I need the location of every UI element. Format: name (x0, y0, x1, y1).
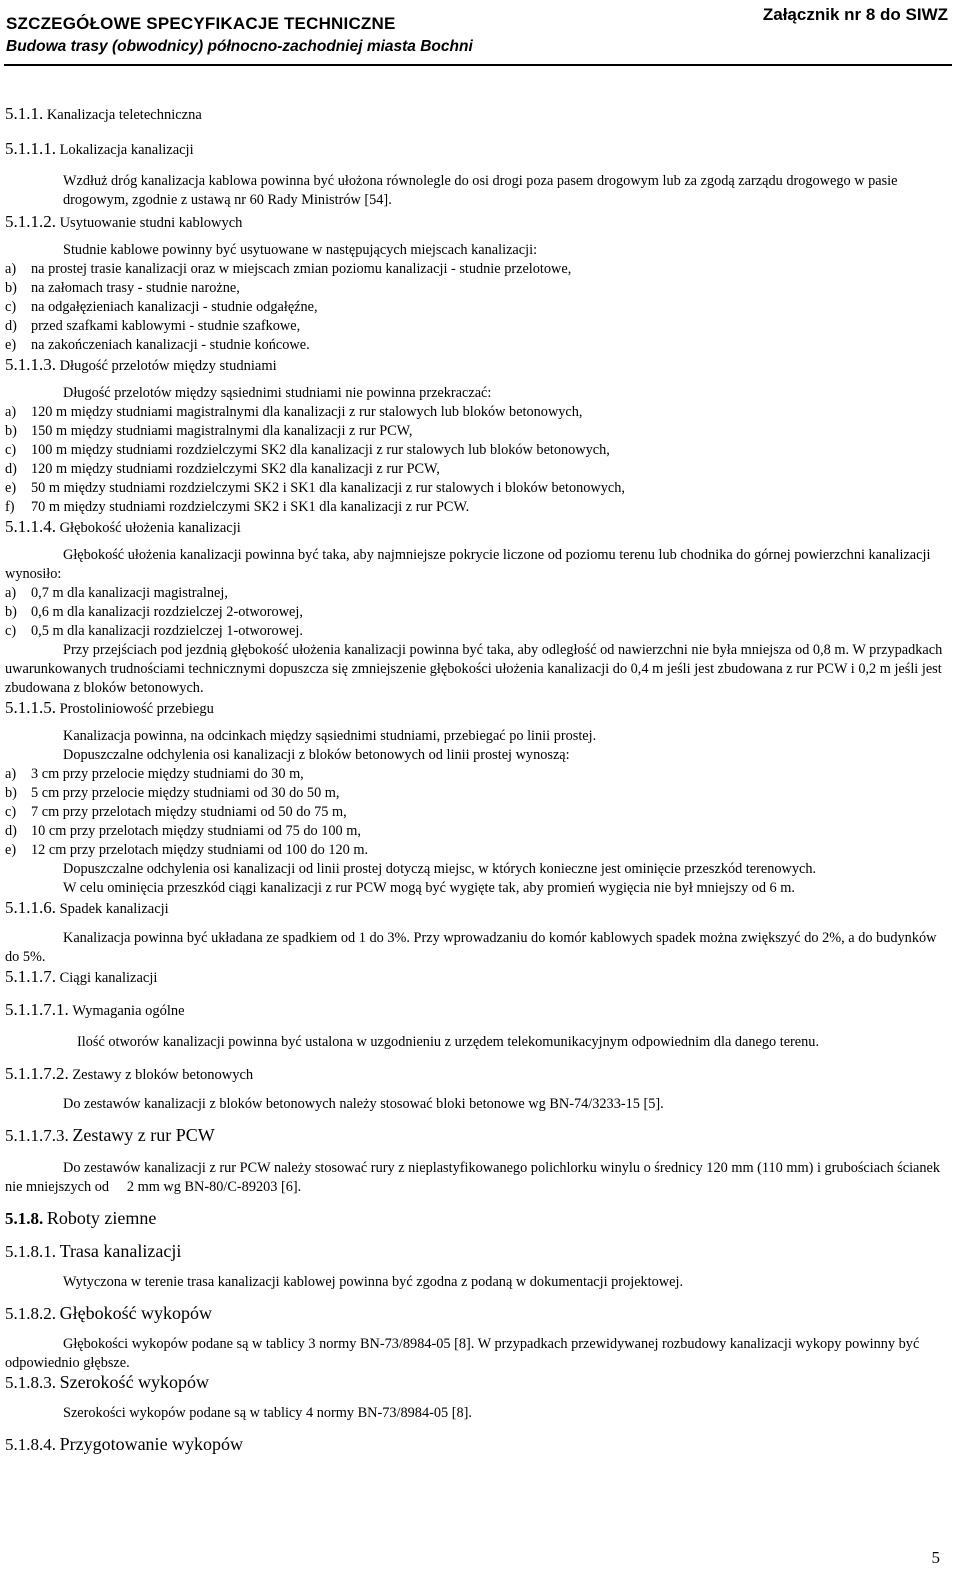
list-marker: a) (5, 585, 17, 601)
list-item (5, 260, 947, 279)
section-heading: 5.1.1.5. Prostoliniowość przebiegu (5, 698, 214, 717)
list-item (5, 336, 947, 355)
list-item (5, 498, 947, 517)
paragraph: Szerokości wykopów podane są w tablicy 4 normy BN-73/8984-05 [8]. (63, 1405, 472, 1421)
list-item-text: przed szafkami kablowymi - studnie szafkowe, (31, 318, 301, 334)
list-marker: b) (5, 785, 17, 801)
list (5, 260, 947, 355)
header-divider (4, 64, 952, 66)
paragraph: W celu ominięcia przeszkód ciągi kanalizacji z rur PCW mogą być wygięte tak, aby promień wygięcia nie był mniejszy od 6 m. (63, 880, 795, 896)
list-item-text: 3 cm przy przelocie między studniami do 30 m, (31, 766, 304, 782)
attachment-label: Załącznik nr 8 do SIWZ (762, 5, 948, 24)
list-item-text: 120 m między studniami rozdzielczymi SK2 dla kanalizacji z rur PCW, (31, 461, 440, 477)
list-item-text: na załomach trasy - studnie narożne, (31, 280, 240, 296)
list-item (5, 584, 947, 603)
paragraph: Przy przejściach pod jezdnią głębokość ułożenia kanalizacji powinna być taka, aby odległość od nawierzchni nie była mniejsza od 0,8 m. W przypadkach uwarunkowanych trudnościami technicznymi dopuszcza się zmniejszenie głębokości ułożenia kanalizacji do 0,4 m jeśli jest zbudowana z rur PCW i 0,2 m jeśli jest zbudowana z bloków betonowych. (5, 642, 943, 696)
page-number: 5 (931, 1548, 940, 1567)
section-heading: 5.1.1.7.2. Zestawy z bloków betonowych (5, 1064, 254, 1083)
list-marker: c) (5, 623, 17, 639)
list-item (5, 622, 947, 641)
paragraph: Długość przelotów między sąsiednimi studniami nie powinna przekraczać: (63, 385, 492, 401)
list-item (5, 841, 947, 860)
list-marker: d) (5, 318, 17, 334)
paragraph: Głębokości wykopów podane są w tablicy 3 normy BN-73/8984-05 [8]. W przypadkach przewidywanej rozbudowy kanalizacji wykopy powinny być odpowiednio głębsze. (5, 1336, 920, 1371)
section-heading: 5.1.8.2. Głębokość wykopów (5, 1303, 213, 1323)
list-item-text: 5 cm przy przelocie między studniami od 30 do 50 m, (31, 785, 340, 801)
list-item-text: 120 m między studniami magistralnymi dla kanalizacji z rur stalowych lub bloków betonowych, (31, 404, 583, 420)
list-item (5, 765, 947, 784)
list-item (5, 784, 947, 803)
document-body (5, 104, 947, 1456)
document-subtitle: Budowa trasy (obwodnicy) północno-zachodniej miasta Bochni (6, 38, 473, 55)
list-marker: c) (5, 442, 17, 458)
section-heading: 5.1.1.7.1. Wymagania ogólne (5, 1000, 185, 1019)
list (5, 584, 947, 641)
paragraph: Do zestawów kanalizacji z bloków betonowych należy stosować bloki betonowe wg BN-74/3233-15 [5]. (63, 1096, 664, 1112)
section-heading: 5.1.1.7. Ciągi kanalizacji (5, 967, 158, 986)
list-marker: a) (5, 404, 17, 420)
list (5, 765, 947, 860)
list-marker: d) (5, 823, 17, 839)
list-item-text: na prostej trasie kanalizacji oraz w miejscach zmian poziomu kanalizacji - studnie przelotowe, (31, 261, 572, 277)
section-heading: 5.1.1.6. Spadek kanalizacji (5, 898, 169, 917)
list-item-text: 7 cm przy przelotach między studniami od 50 do 75 m, (31, 804, 347, 820)
list-marker: b) (5, 280, 17, 296)
list (5, 403, 947, 517)
list-marker: b) (5, 604, 17, 620)
list-item-text: 0,6 m dla kanalizacji rozdzielczej 2-otworowej, (31, 604, 303, 620)
paragraph: Kanalizacja powinna być układana ze spadkiem od 1 do 3%. Przy wprowadzaniu do komór kablowych spadek można zwiększyć do 2%, a do budynków do 5%. (5, 930, 937, 965)
list-item-text: 10 cm przy przelotach między studniami od 75 do 100 m, (31, 823, 361, 839)
list-item (5, 422, 947, 441)
section-heading: 5.1.8. Roboty ziemne (5, 1208, 157, 1228)
list-item (5, 479, 947, 498)
paragraph: Wytyczona w terenie trasa kanalizacji kablowej powinna być zgodna z podaną w dokumentacji projektowej. (63, 1274, 684, 1290)
list-marker: c) (5, 299, 17, 315)
paragraph: Ilość otworów kanalizacji powinna być ustalona w uzgodnieniu z urzędem telekomunikacyjnym odpowiednim dla danego terenu. (77, 1034, 820, 1050)
list-marker: f) (5, 499, 15, 515)
list-marker: a) (5, 261, 17, 277)
paragraph: Dopuszczalne odchylenia osi kanalizacji od linii prostej dotyczą miejsc, w których konieczne jest ominięcie przeszkód terenowych. (63, 861, 817, 877)
list-item (5, 298, 947, 317)
list-item (5, 460, 947, 479)
list-item (5, 441, 947, 460)
paragraph: Do zestawów kanalizacji z rur PCW należy stosować rury z nieplastyfikowanego polichlorku winylu o średnicy 120 mm (110 mm) i grubościach ścianek nie mniejszych od 2 mm wg BN-80/C-89203 [6]. (5, 1160, 944, 1195)
list-item-text: 100 m między studniami rozdzielczymi SK2 dla kanalizacji z rur stalowych lub bloków betonowych, (31, 442, 610, 458)
list-marker: c) (5, 804, 17, 820)
list-item (5, 317, 947, 336)
section-heading: 5.1.1.7.3. Zestawy z rur PCW (5, 1125, 215, 1145)
list-marker: b) (5, 423, 17, 439)
paragraph: Głębokość ułożenia kanalizacji powinna być taka, aby najmniejsze pokrycie liczone od poziomu terenu lub chodnika do górnej powierzchni kanalizacji wynosiło: (5, 547, 931, 582)
paragraph: Studnie kablowe powinny być usytuowane w następujących miejscach kanalizacji: (63, 242, 538, 258)
list-marker: a) (5, 766, 17, 782)
document-title: SZCZEGÓŁOWE SPECYFIKACJE TECHNICZNE (6, 14, 396, 33)
list-marker: d) (5, 461, 17, 477)
list-item-text: na odgałęzieniach kanalizacji - studnie odgałęźne, (31, 299, 318, 315)
page-header (0, 0, 960, 76)
list-item (5, 603, 947, 622)
list-item-text: 0,7 m dla kanalizacji magistralnej, (31, 585, 228, 601)
list-item-text: 50 m między studniami rozdzielczymi SK2 i SK1 dla kanalizacji z rur stalowych i bloków betonowych, (31, 480, 625, 496)
list-item-text: 150 m między studniami magistralnymi dla kanalizacji z rur PCW, (31, 423, 413, 439)
list-item-text: 12 cm przy przelotach między studniami od 100 do 120 m. (31, 842, 369, 858)
list-item-text: na zakończeniach kanalizacji - studnie końcowe. (31, 337, 310, 353)
section-heading: 5.1.1.4. Głębokość ułożenia kanalizacji (5, 517, 241, 536)
section-heading: 5.1.8.1. Trasa kanalizacji (5, 1241, 182, 1261)
section-heading: 5.1.1.1. Lokalizacja kanalizacji (5, 139, 194, 158)
list-marker: e) (5, 480, 17, 496)
paragraph: Dopuszczalne odchylenia osi kanalizacji z bloków betonowych od linii prostej wynoszą: (63, 747, 570, 763)
list-item-text: 70 m między studniami rozdzielczymi SK2 i SK1 dla kanalizacji z rur PCW. (31, 499, 470, 515)
list-item (5, 403, 947, 422)
paragraph: Wzdłuż dróg kanalizacja kablowa powinna być ułożona równolegle do osi drogi poza pasem drogowym lub za zgodą zarządu drogowego w pasie drogowym, zgodnie z ustawą nr 60 Rady Ministrów [54]. (63, 173, 898, 208)
list-marker: e) (5, 337, 17, 353)
list-item (5, 822, 947, 841)
section-heading: 5.1.1. Kanalizacja teletechniczna (5, 104, 202, 123)
list-item (5, 803, 947, 822)
paragraph: Kanalizacja powinna, na odcinkach między sąsiednimi studniami, przebiegać po linii prostej. (63, 728, 597, 744)
section-heading: 5.1.1.2. Usytuowanie studni kablowych (5, 212, 243, 231)
section-heading: 5.1.8.3. Szerokość wykopów (5, 1372, 210, 1392)
list-item (5, 279, 947, 298)
list-item-text: 0,5 m dla kanalizacji rozdzielczej 1-otworowej. (31, 623, 303, 639)
section-heading: 5.1.1.3. Długość przelotów między studniami (5, 355, 277, 374)
list-marker: e) (5, 842, 17, 858)
section-heading: 5.1.8.4. Przygotowanie wykopów (5, 1434, 244, 1454)
